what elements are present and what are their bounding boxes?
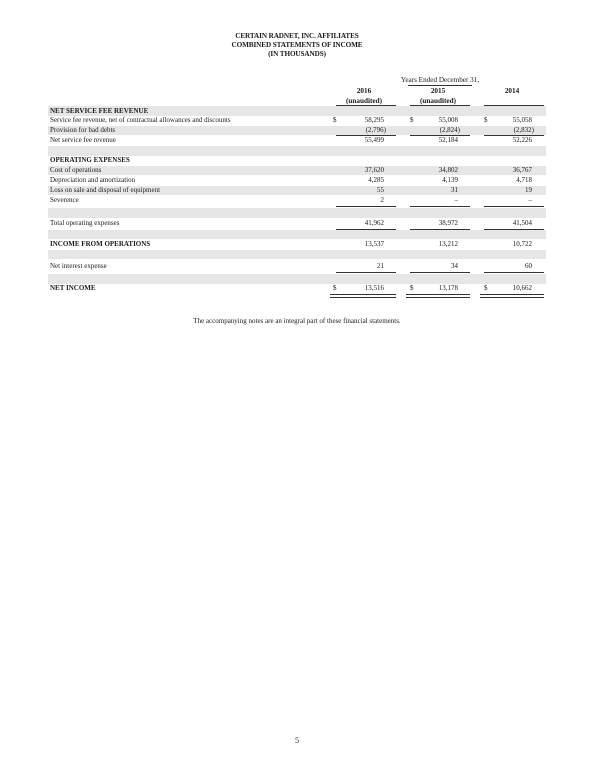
interest-2015: 34 — [451, 262, 458, 270]
income-ops-row — [48, 240, 546, 249]
service-fee-2016: 58,295 — [364, 116, 384, 124]
period-underline — [408, 85, 472, 86]
dollar-sign: $ — [410, 116, 414, 124]
band — [48, 230, 546, 239]
income-ops-2015: 13,212 — [438, 240, 458, 248]
dollar-sign: $ — [484, 284, 488, 292]
band — [48, 250, 546, 259]
net-income-2015: 13,178 — [438, 284, 458, 292]
footnote: The accompanying notes are an integral part of these financial statements. — [193, 317, 401, 325]
loss-sale-2015: 31 — [451, 186, 458, 194]
income-ops-2016: 13,537 — [364, 240, 384, 248]
revenue-heading-row — [48, 107, 546, 116]
cost-ops-2014: 36,767 — [512, 166, 532, 174]
bad-debts-row — [48, 126, 546, 135]
bad-debts-label: Provision for bad debts — [50, 126, 116, 134]
year-2015: 2015 — [430, 87, 446, 95]
income-ops-2014: 10,722 — [512, 240, 532, 248]
service-fee-2014: 55,058 — [512, 116, 532, 124]
dollar-sign: $ — [410, 284, 414, 292]
severence-row — [48, 196, 546, 205]
subtotal-rule — [336, 229, 396, 230]
subtotal-rule — [410, 206, 470, 207]
cost-ops-2015: 34,802 — [438, 166, 458, 174]
severence-2014: – — [528, 196, 532, 204]
band — [48, 208, 546, 218]
net-income-label: NET INCOME — [50, 284, 96, 292]
net-income-2014: 10,662 — [512, 284, 532, 292]
loss-sale-2016: 55 — [377, 186, 384, 194]
service-fee-label: Service fee revenue, net of contractual allowances and discounts — [50, 116, 231, 124]
income-ops-label: INCOME FROM OPERATIONS — [50, 240, 151, 248]
total-double-rule — [480, 294, 544, 298]
depreciation-2015: 4,139 — [442, 176, 458, 184]
revenue-heading: NET SERVICE FEE REVENUE — [50, 107, 149, 115]
audit-note-2016: (unaudited) — [346, 97, 382, 105]
net-revenue-2015: 52,184 — [438, 136, 458, 144]
net-income-2016: 13,516 — [364, 284, 384, 292]
subtotal-rule — [336, 206, 396, 207]
loss-sale-row — [48, 186, 546, 195]
loss-sale-2014: 19 — [525, 186, 532, 194]
period-label: Years Ended December 31, — [400, 76, 480, 84]
net-revenue-row — [48, 136, 546, 145]
total-opex-row — [48, 219, 546, 228]
dollar-sign: $ — [333, 116, 337, 124]
company-name: CERTAIN RADNET, INC. AFFILIATES — [235, 32, 359, 40]
bad-debts-2014: (2,832) — [513, 126, 534, 134]
severence-2015: – — [454, 196, 458, 204]
subtotal-rule — [484, 229, 544, 230]
service-fee-row — [48, 116, 546, 125]
depreciation-2014: 4,718 — [516, 176, 532, 184]
total-opex-2015: 38,972 — [438, 219, 458, 227]
interest-label: Net interest expense — [50, 262, 107, 270]
net-income-row — [48, 284, 546, 293]
year-2014: 2014 — [504, 87, 520, 95]
total-opex-2016: 41,962 — [364, 219, 384, 227]
total-double-rule — [406, 294, 470, 298]
depreciation-2016: 4,285 — [368, 176, 384, 184]
severence-2016: 2 — [380, 196, 384, 204]
subtotal-rule — [410, 272, 470, 273]
loss-sale-label: Loss on sale and disposal of equipment — [50, 186, 161, 194]
audit-note-2015: (unaudited) — [420, 97, 456, 105]
total-opex-2014: 41,504 — [512, 219, 532, 227]
net-revenue-2014: 52,226 — [512, 136, 532, 144]
opex-heading: OPERATING EXPENSES — [50, 156, 130, 164]
dollar-sign: $ — [484, 116, 488, 124]
year-2016: 2016 — [356, 87, 372, 95]
cost-ops-row — [48, 166, 546, 175]
page-number: 5 — [295, 736, 299, 745]
subtotal-rule — [484, 272, 544, 273]
band — [48, 146, 546, 156]
severence-label: Severence — [50, 196, 79, 204]
subtotal-rule — [336, 272, 396, 273]
opex-heading-row — [48, 156, 546, 165]
depreciation-row — [48, 176, 546, 185]
service-fee-2015: 55,008 — [438, 116, 458, 124]
subtotal-rule — [484, 206, 544, 207]
net-revenue-2016: 55,499 — [364, 136, 384, 144]
net-revenue-label: Net service fee revenue — [50, 136, 116, 144]
band — [48, 274, 546, 284]
cost-ops-label: Cost of operations — [50, 166, 102, 174]
total-opex-label: Total operating expenses — [50, 219, 120, 227]
dollar-sign: $ — [333, 284, 337, 292]
interest-row — [48, 262, 546, 271]
bad-debts-2015: (2,824) — [439, 126, 460, 134]
subtotal-rule — [410, 229, 470, 230]
cost-ops-2016: 37,620 — [364, 166, 384, 174]
interest-2016: 21 — [377, 262, 384, 270]
depreciation-label: Depreciation and amortization — [50, 176, 136, 184]
total-double-rule — [330, 294, 396, 298]
units-note: (IN THOUSANDS) — [268, 50, 326, 58]
statement-title: COMBINED STATEMENTS OF INCOME — [231, 41, 363, 49]
interest-2014: 60 — [525, 262, 532, 270]
bad-debts-2016: (2,796) — [365, 126, 386, 134]
